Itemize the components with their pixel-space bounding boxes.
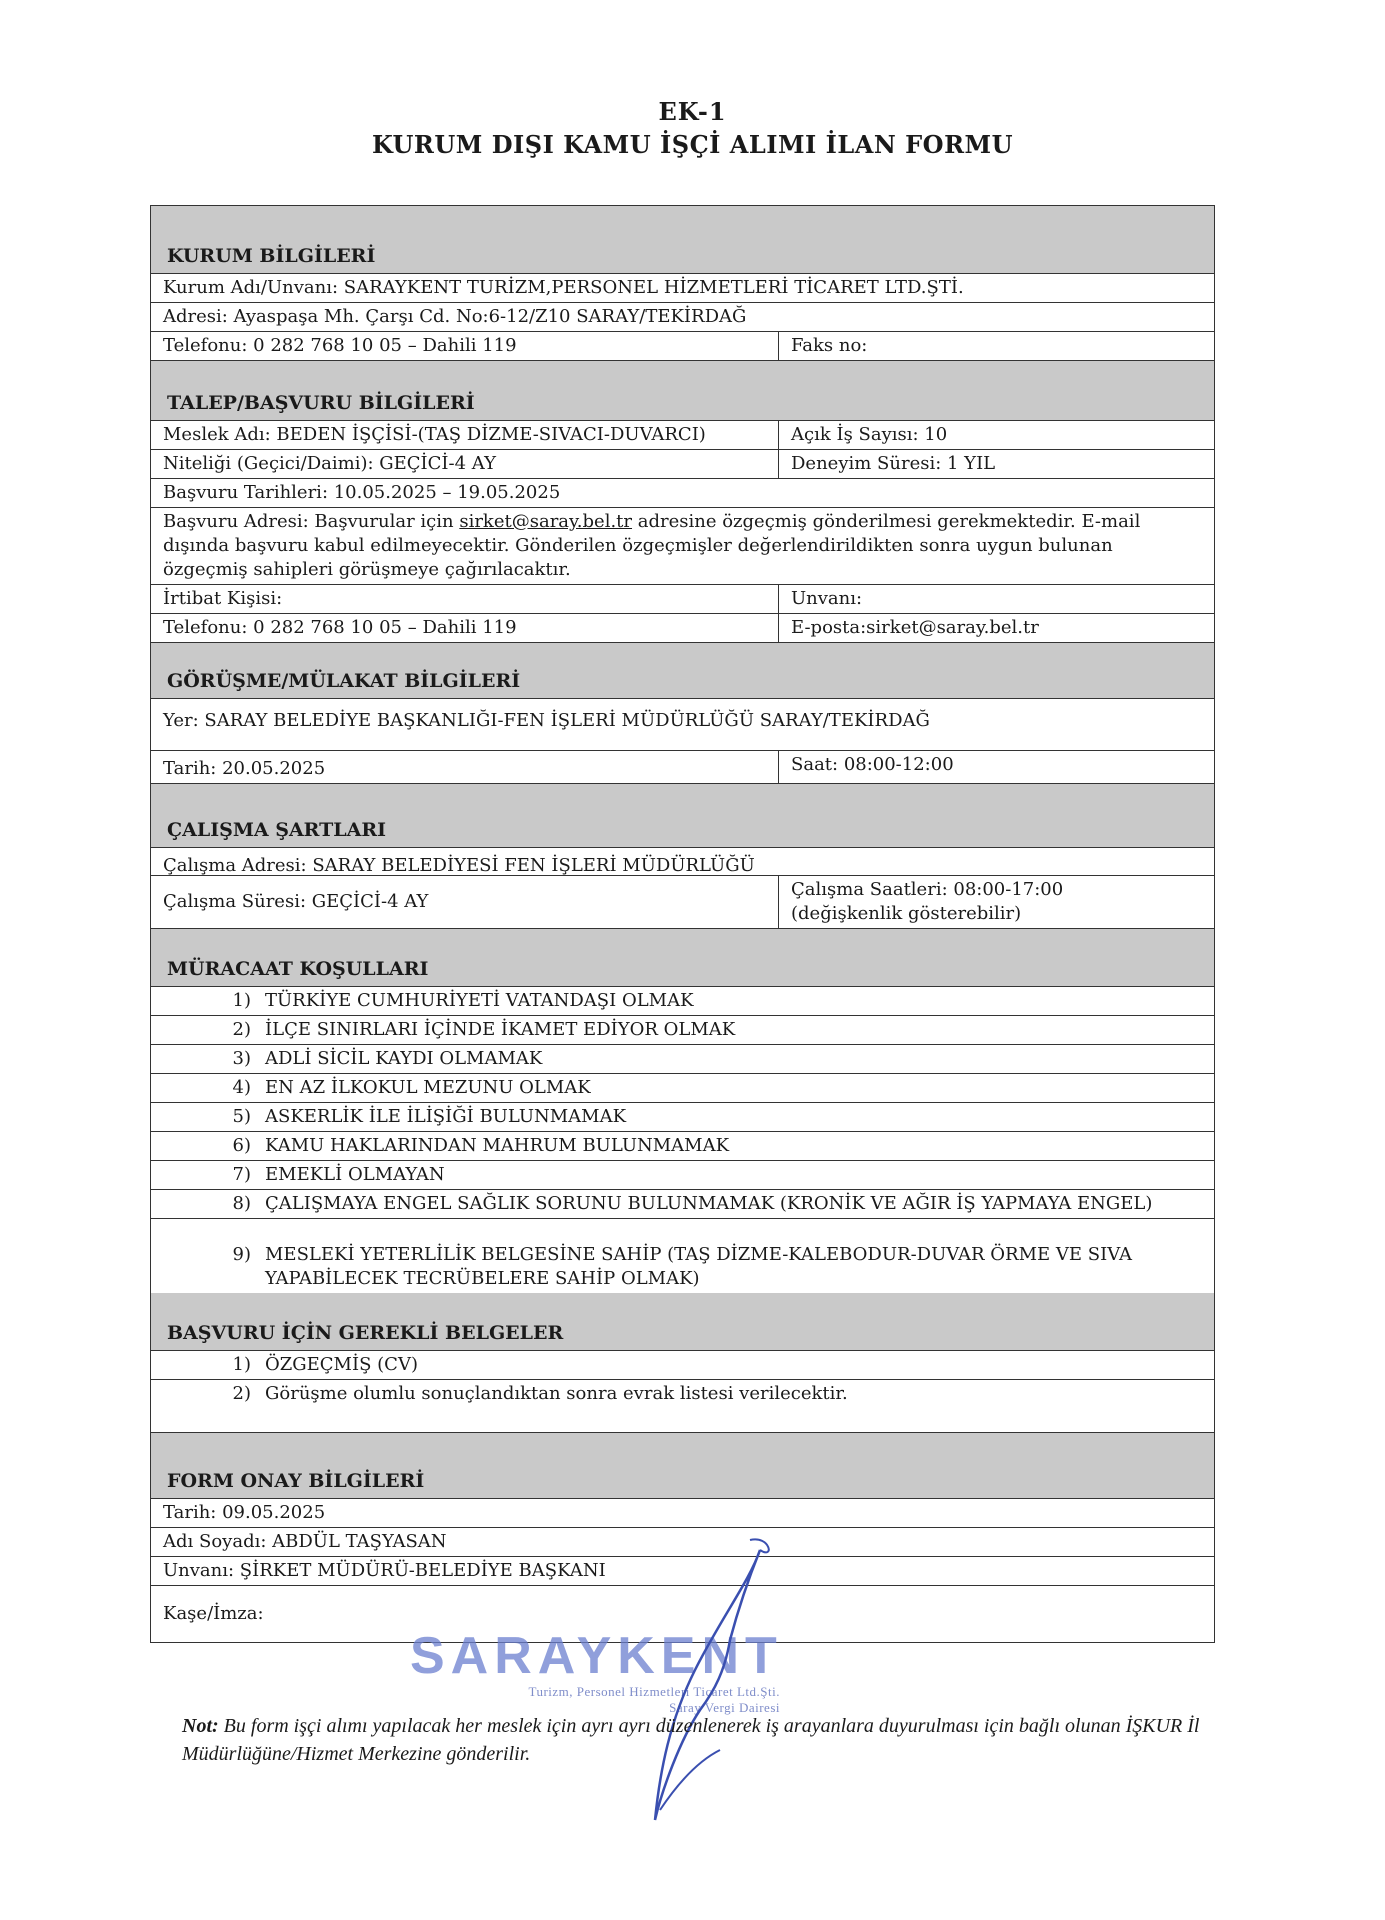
calisma-adres-row [151, 848, 1214, 876]
kurum-adi-row [151, 274, 1214, 303]
section-gorusme-bilgileri: GÖRÜŞME/MÜLAKAT BİLGİLERİ [151, 643, 1214, 699]
nitelik: Niteliği (Geçici/Daimi): GEÇİCİ-4 AY [151, 450, 779, 478]
note-label: Not: [182, 1715, 219, 1737]
belgeler-item [151, 1380, 1214, 1408]
section-talep-bilgileri: TALEP/BAŞVURU BİLGİLERİ [151, 361, 1214, 421]
acik-is-sayisi: Açık İş Sayısı: 10 [791, 424, 948, 445]
muracaat-item-text: ÇALIŞMAYA ENGEL SAĞLIK SORUNU BULUNMAMAK (KRONİK VE AĞIR İŞ YAPMAYA ENGEL) [265, 1193, 1153, 1214]
muracaat-item [151, 1103, 1214, 1132]
onay-tarih: Tarih: 09.05.2025 [163, 1502, 326, 1523]
irtibat-eposta: E-posta:sirket@saray.bel.tr [791, 617, 1039, 638]
onay-unvan: Unvanı: ŞİRKET MÜDÜRÜ-BELEDİYE BAŞKANI [163, 1560, 606, 1581]
muracaat-item-text: KAMU HAKLARINDAN MAHRUM BULUNMAMAK [265, 1135, 730, 1156]
note-text: Bu form işçi alımı yapılacak her meslek için ayrı ayrı düzenlenerek iş arayanlara duyurulması için bağlı olunan İŞKUR İl Müdürlüğüne/Hizmet Merkezine gönderilir. [182, 1715, 1200, 1765]
muracaat-item-number: 1) [232, 990, 251, 1011]
document-code: EK-1 [658, 97, 727, 126]
muracaat-item-number: 6) [232, 1135, 251, 1156]
kurum-adres-row [151, 303, 1214, 332]
stamp-logo-text: SARAYKENT [410, 1627, 783, 1685]
application-form [150, 205, 1215, 1643]
onay-kase-imza: Kaşe/İmza: [163, 1603, 264, 1624]
muracaat-item-text: İLÇE SINIRLARI İÇİNDE İKAMET EDİYOR OLMAK [265, 1019, 736, 1040]
section-calisma-sartlari: ÇALIŞMA ŞARTLARI [151, 784, 1214, 848]
belgeler-blank-row [151, 1408, 1214, 1433]
muracaat-item [151, 987, 1214, 1016]
muracaat-item-text: ADLİ SİCİL KAYDI OLMAMAK [265, 1048, 543, 1069]
muracaat-item [151, 1219, 1214, 1293]
section-muracaat-kosullari: MÜRACAAT KOŞULLARI [151, 929, 1214, 987]
basvuru-tarihleri: Başvuru Tarihleri: 10.05.2025 – 19.05.2025 [163, 482, 561, 503]
muracaat-item-number: 2) [232, 1019, 251, 1040]
footer-note [182, 1712, 1262, 1768]
basvuru-adresi-prefix: Başvuru Adresi: Başvurular için [163, 511, 460, 532]
section-gerekli-belgeler: BAŞVURU İÇİN GEREKLİ BELGELER [151, 1293, 1214, 1351]
belgeler-item-text: ÖZGEÇMİŞ (CV) [265, 1354, 418, 1375]
belgeler-item [151, 1351, 1214, 1380]
onay-adi-soyadi: Adı Soyadı: ABDÜL TAŞYASAN [163, 1531, 447, 1552]
gorusme-yer: Yer: SARAY BELEDİYE BAŞKANLIĞI-FEN İŞLERİ MÜDÜRLÜĞÜ SARAY/TEKİRDAĞ [163, 710, 930, 731]
basvuru-email-link[interactable]: sirket@saray.bel.tr [459, 511, 633, 532]
document-title: KURUM DIŞI KAMU İŞÇİ ALIMI İLAN FORMU [371, 130, 1014, 159]
muracaat-item [151, 1132, 1214, 1161]
muracaat-item [151, 1074, 1214, 1103]
deneyim-suresi: Deneyim Süresi: 1 YIL [791, 453, 996, 474]
gorusme-yer-row [151, 699, 1214, 751]
kurum-telefon-row [151, 332, 1214, 361]
stamp-line-2: Saray Vergi Dairesi [669, 1700, 780, 1715]
nitelik-row [151, 450, 1214, 479]
calisma-saatleri-note: (değişkenlik gösterebilir) [791, 903, 1022, 924]
basvuru-adresi-suffix: adresine özgeçmiş gönderilmesi gerekmektedir. E-mail dışında başvuru kabul edilmeyecektir. Gönderilen özgeçmişler değerlendirildikten sonra uygun bulunan özgeçmiş sahipleri görüşmeye çağırılacaktır. [163, 511, 1141, 580]
muracaat-item-text: MESLEKİ YETERLİLİK BELGESİNE SAHİP (TAŞ DİZME-KALEBODUR-DUVAR ÖRME VE SIVA YAPABİLECEK TECRÜBELERE SAHİP OLMAK) [265, 1244, 1132, 1289]
muracaat-item-text: EN AZ İLKOKUL MEZUNU OLMAK [265, 1077, 591, 1098]
section-kurum-bilgileri: KURUM BİLGİLERİ [151, 206, 1214, 274]
muracaat-item-text: ASKERLİK İLE İLİŞİĞİ BULUNMAMAK [265, 1106, 627, 1127]
signature-image [600, 1520, 800, 1850]
meslek-row [151, 421, 1214, 450]
muracaat-item [151, 1190, 1214, 1219]
irtibat-unvan: Unvanı: [791, 588, 863, 609]
muracaat-item-number: 4) [232, 1077, 251, 1098]
muracaat-item-number: 7) [232, 1164, 251, 1185]
kurum-faks: Faks no: [791, 335, 868, 356]
muracaat-item [151, 1016, 1214, 1045]
irtibat-telefon: Telefonu: 0 282 768 10 05 – Dahili 119 [151, 614, 779, 642]
calisma-adresi: Çalışma Adresi: SARAY BELEDİYESİ FEN İŞLERİ MÜDÜRLÜĞÜ [163, 855, 755, 876]
irtibat-telefon-row [151, 614, 1214, 643]
basvuru-adresi-row [151, 508, 1214, 585]
muracaat-item-number: 3) [232, 1048, 251, 1069]
belgeler-list [151, 1351, 1214, 1408]
belgeler-item-text: Görüşme olumlu sonuçlandıktan sonra evrak listesi verilecektir. [265, 1383, 848, 1404]
calisma-saatleri-cell [779, 876, 1214, 928]
kurum-telefon: Telefonu: 0 282 768 10 05 – Dahili 119 [151, 332, 779, 360]
basvuru-adresi [151, 508, 1214, 584]
muracaat-item-text: TÜRKİYE CUMHURİYETİ VATANDAŞI OLMAK [265, 990, 694, 1011]
muracaat-item-number: 5) [232, 1106, 251, 1127]
muracaat-list [151, 987, 1214, 1293]
muracaat-item-number: 8) [232, 1193, 251, 1214]
belgeler-item-number: 2) [232, 1383, 251, 1404]
gorusme-tarih-row [151, 751, 1214, 784]
kurum-adres: Adresi: Ayaspaşa Mh. Çarşı Cd. No:6-12/Z10 SARAY/TEKİRDAĞ [163, 306, 747, 327]
belgeler-item-number: 1) [232, 1354, 251, 1375]
muracaat-item [151, 1045, 1214, 1074]
kurum-adi: Kurum Adı/Unvanı: SARAYKENT TURİZM,PERSONEL HİZMETLERİ TİCARET LTD.ŞTİ. [163, 277, 964, 298]
stamp-line-1: Turizm, Personel Hizmetleri Ticaret Ltd.Şti. [528, 1684, 780, 1699]
muracaat-item-number: 9) [232, 1244, 251, 1265]
irtibat-row [151, 585, 1214, 614]
muracaat-item [151, 1161, 1214, 1190]
gorusme-saat: Saat: 08:00-12:00 [791, 754, 954, 775]
calisma-suresi: Çalışma Süresi: GEÇİCİ-4 AY [151, 876, 779, 928]
meslek-adi: Meslek Adı: BEDEN İŞÇİSİ-(TAŞ DİZME-SIVACI-DUVARCI) [151, 421, 779, 449]
irtibat-kisisi: İrtibat Kişisi: [151, 585, 779, 613]
calisma-sure-row [151, 876, 1214, 929]
basvuru-tarihleri-row [151, 479, 1214, 508]
muracaat-item-text: EMEKLİ OLMAYAN [265, 1164, 445, 1185]
section-form-onay: FORM ONAY BİLGİLERİ [151, 1433, 1214, 1499]
gorusme-tarih: Tarih: 20.05.2025 [151, 751, 779, 783]
calisma-saatleri: Çalışma Saatleri: 08:00-17:00 [791, 879, 1064, 900]
